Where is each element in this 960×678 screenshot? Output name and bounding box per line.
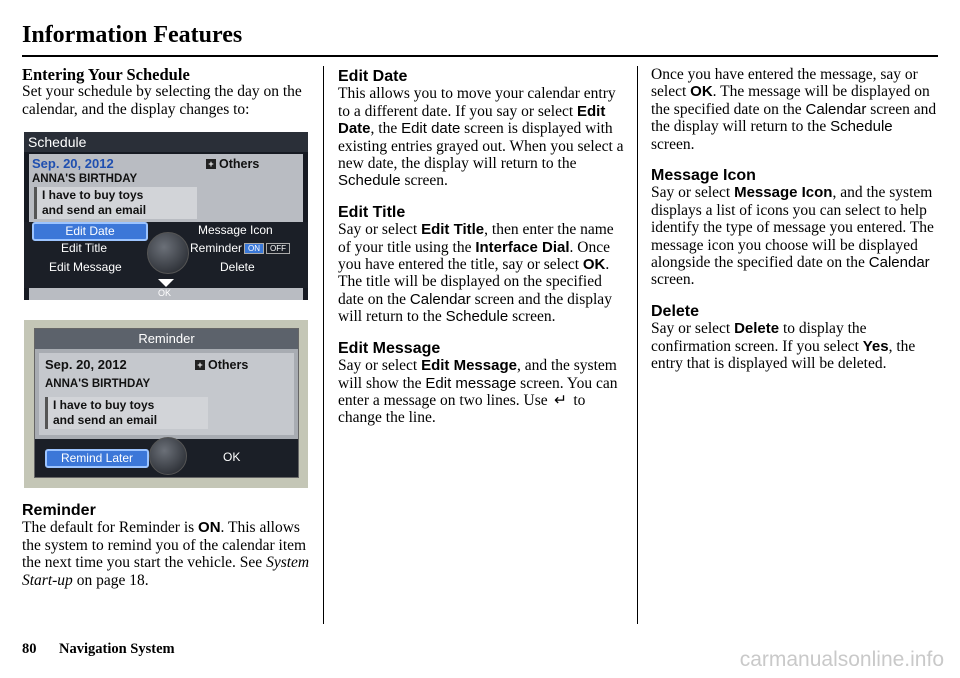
menu-delete[interactable]: Delete (220, 260, 255, 274)
column-1 (22, 66, 314, 118)
title-rule (22, 55, 938, 57)
delete-heading: Delete (651, 302, 700, 320)
footer-section: Navigation System (59, 641, 175, 657)
reminder-off-toggle[interactable]: OFF (266, 243, 290, 254)
system-startup-link[interactable]: System Start-up (22, 554, 310, 589)
reminder-frame (34, 328, 299, 478)
edit-title-text: Say or select Edit Title, then enter the name of your title using the Interface Dial. Once you have entered the title, say or select OK. The title will be displayed on the specified date on the Calendar screen and the display will return to the Schedule screen. (338, 221, 614, 326)
return-arrow-icon: ↵ (554, 391, 567, 409)
edit-date-heading: Edit Date (338, 68, 408, 85)
column-2 (338, 66, 624, 427)
plus-box-icon: + (195, 360, 205, 370)
page-number: 80 (22, 641, 37, 657)
menu-edit-date[interactable]: Edit Date (32, 222, 148, 241)
menu-message-icon[interactable]: Message Icon (198, 223, 273, 237)
column-3 (651, 66, 939, 373)
reminder-on-toggle[interactable]: ON (244, 243, 264, 254)
plus-box-icon: + (206, 159, 216, 169)
watermark: carmanualsonline.info (739, 648, 944, 671)
interface-dial-icon (147, 232, 189, 274)
reminder-date: Sep. 20, 2012 (45, 357, 127, 372)
page-title: Information Features (22, 22, 243, 48)
reminder-panel (39, 353, 294, 435)
edit-message-text: Say or select Edit Message, and the system will show the Edit message screen. You can enter a message on two lines. Use ↵ to change the line. (338, 357, 618, 427)
reminder-event-message: I have to buy toys and send an email (45, 397, 208, 429)
reminder-screen-image (24, 320, 308, 488)
down-arrow-icon (158, 279, 174, 287)
page-footer (22, 641, 175, 658)
message-confirm-text: Once you have entered the message, say or select OK. The message will be displayed on the specified date on the Calendar screen and the display will return to the Schedule screen. (651, 66, 937, 153)
menu-reminder[interactable]: Reminder ON OFF (190, 241, 290, 255)
schedule-screen-image (24, 132, 308, 300)
reminder-ok-button[interactable]: OK (223, 450, 241, 464)
remind-later-button[interactable]: Remind Later (45, 449, 149, 468)
reminder-others-label: + Others (195, 358, 248, 372)
screen-ok-label: OK (158, 288, 172, 298)
section-heading: Entering Your Schedule (22, 65, 190, 84)
edit-message-heading: Edit Message (338, 339, 441, 357)
menu-edit-message[interactable]: Edit Message (49, 260, 122, 274)
edit-date-text: This allows you to move your calendar entry to a different date. If you say or select Edit Date, the Edit date screen is displayed with existing entries grayed out. When you select a new date, the display will return to the Schedule screen. (338, 85, 624, 190)
event-title: ANNA'S BIRTHDAY (32, 173, 138, 185)
others-label: + Others (206, 157, 259, 171)
menu-edit-title[interactable]: Edit Title (61, 241, 108, 255)
message-icon-heading: Message Icon (651, 167, 756, 185)
column-divider (637, 66, 638, 624)
reminder-screen-title: Reminder (35, 329, 298, 349)
reminder-text: The default for Reminder is ON. This allows the system to remind you of the calendar item the next time you start the vehicle. See System Start-up on page 18. (22, 519, 310, 589)
schedule-date: Sep. 20, 2012 (32, 156, 114, 171)
message-icon-text: Say or select Message Icon, and the system displays a list of icons you can select to help identify the type of message you entered. The message icon you choose will be displayed alongside the specified date on the Calendar screen. (651, 184, 934, 289)
reminder-heading: Reminder (22, 502, 96, 519)
edit-title-heading: Edit Title (338, 203, 406, 221)
interface-dial-icon (149, 437, 187, 475)
column-divider (323, 66, 324, 624)
reminder-event-title: ANNA'S BIRTHDAY (45, 378, 151, 390)
delete-text: Say or select Delete to display the confirmation screen. If you select Yes, the entry that is displayed will be deleted. (651, 320, 916, 373)
reminder-section (22, 502, 314, 589)
event-message: I have to buy toys and send an email (34, 187, 197, 219)
screen-title: Schedule (24, 132, 308, 152)
reminder-action-bar (35, 439, 298, 477)
intro-text: Set your schedule by selecting the day on the calendar, and the display changes to: (22, 83, 302, 118)
